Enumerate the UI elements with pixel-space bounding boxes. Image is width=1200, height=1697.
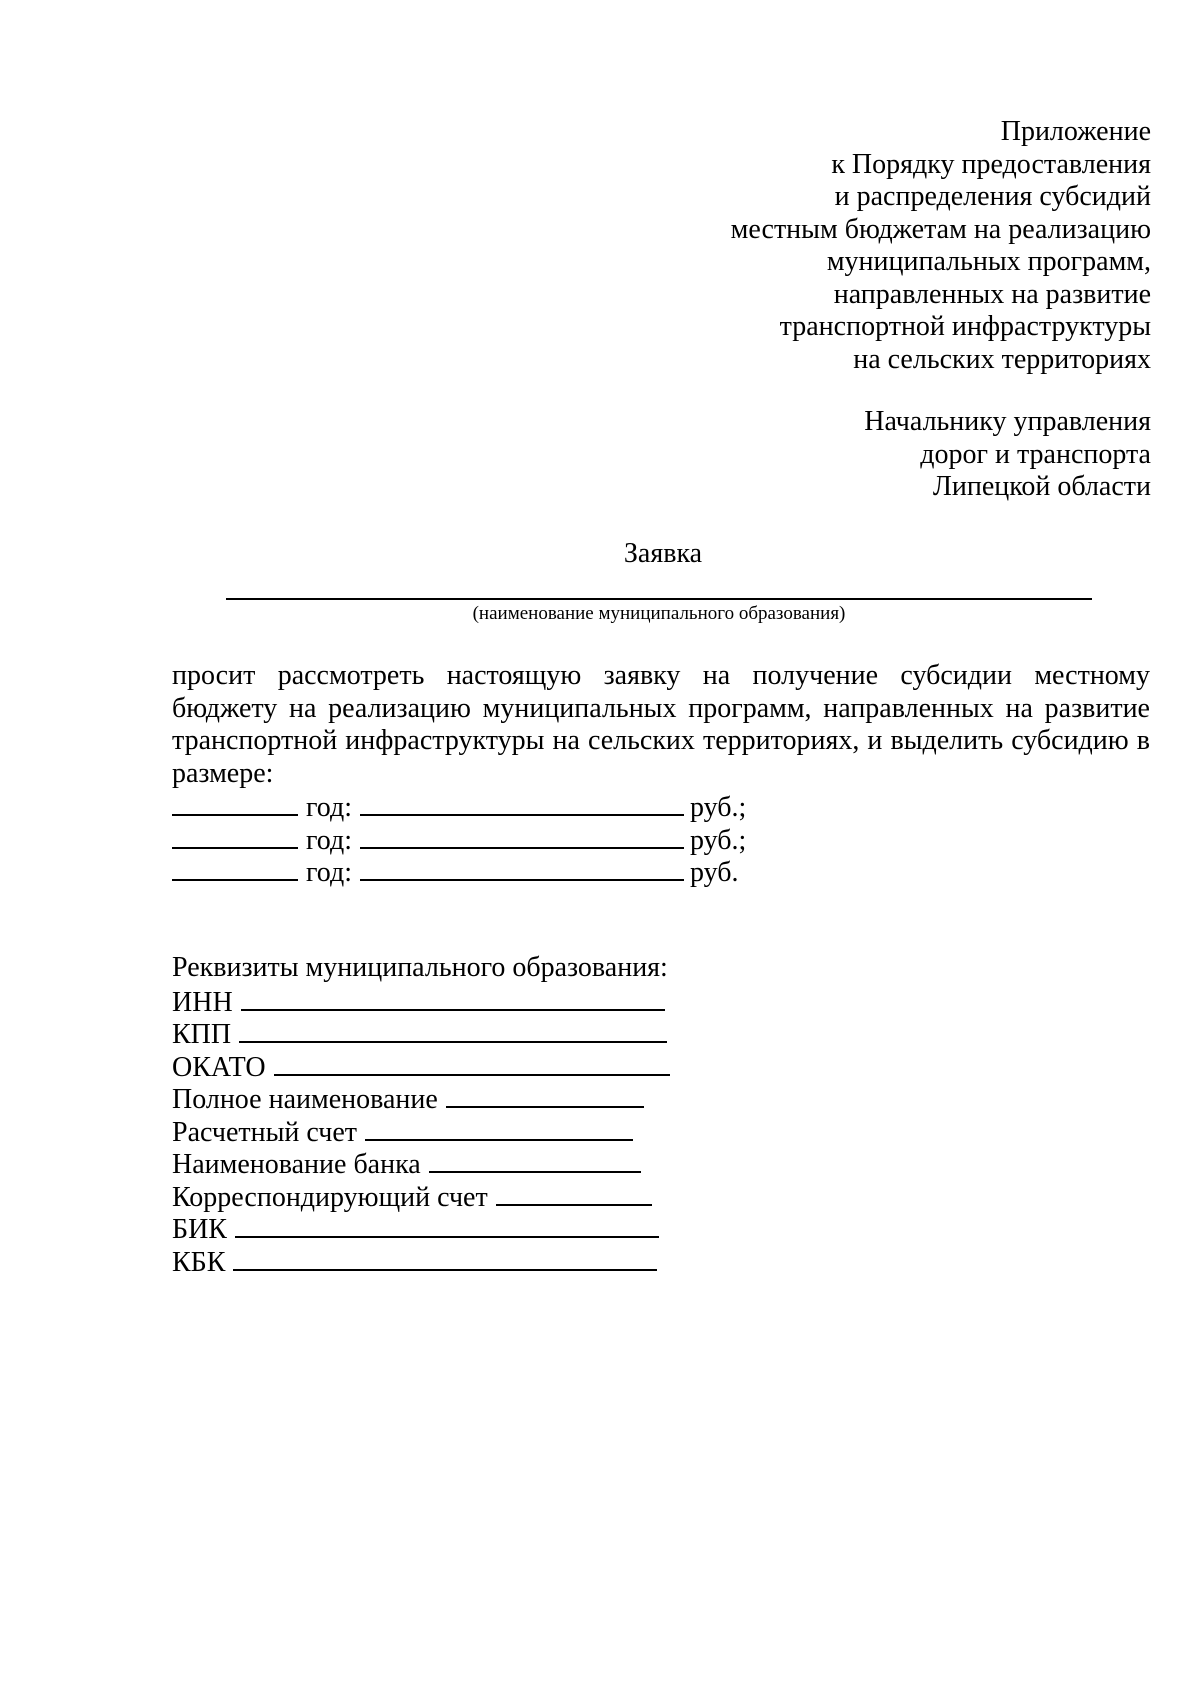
requisite-row-account — [172, 1115, 972, 1148]
appendix-line: Приложение — [1000, 116, 1151, 147]
currency-label: руб. — [690, 857, 739, 888]
year-blank — [172, 790, 298, 816]
year-blank — [172, 855, 298, 881]
municipality-name-blank — [226, 598, 1092, 600]
addressee-block — [631, 406, 1151, 504]
requisite-blank — [429, 1147, 641, 1173]
requisite-row-full-name — [172, 1082, 972, 1115]
requisite-blank — [365, 1115, 633, 1141]
year-label: год: — [306, 824, 353, 856]
subsidy-year-row — [172, 790, 972, 823]
addressee-line: Начальнику управления — [864, 406, 1151, 437]
requisite-blank — [239, 1017, 667, 1043]
year-label: год: — [306, 792, 353, 823]
requisite-row-bank — [172, 1147, 972, 1180]
requisite-label: ОКАТО — [172, 1051, 266, 1083]
requisites-heading: Реквизиты муниципального образования: — [172, 952, 668, 983]
currency-label: руб.; — [690, 792, 747, 823]
request-paragraph: просит рассмотреть настоящую заявку на получение субсидии местному бюджету на реализацию муниципальных программ, направленных на развитие транспортной инфраструктуры на сельских территориях, и выделить субсидию в размере: — [172, 660, 1150, 789]
year-blank — [172, 823, 298, 849]
currency-label: руб.; — [690, 824, 747, 856]
appendix-line: муниципальных программ, — [826, 246, 1151, 277]
appendix-line: на сельских территориях — [853, 343, 1151, 375]
requisite-label: Полное наименование — [172, 1084, 438, 1115]
requisite-blank — [241, 985, 665, 1011]
requisite-blank — [274, 1050, 670, 1076]
amount-blank — [360, 855, 684, 881]
requisite-row-kpp — [172, 1017, 972, 1050]
subsidy-year-row — [172, 823, 972, 856]
addressee-line: дорог и транспорта — [920, 438, 1151, 470]
subsidy-year-row — [172, 855, 972, 888]
appendix-line: транспортной инфраструктуры — [779, 311, 1151, 342]
appendix-line: и распределения субсидий — [834, 181, 1151, 212]
requisite-row-bik — [172, 1212, 972, 1245]
requisite-blank — [235, 1212, 659, 1238]
requisite-row-okato — [172, 1050, 972, 1083]
appendix-block — [631, 116, 1151, 376]
document-title: Заявка — [623, 538, 703, 569]
requisite-row-inn — [172, 985, 972, 1018]
requisite-row-corr-account — [172, 1180, 972, 1213]
requisite-label: Расчетный счет — [172, 1116, 358, 1148]
requisites-block — [172, 952, 972, 1277]
appendix-line: к Порядку предоставления — [831, 148, 1151, 180]
requisite-blank — [496, 1180, 652, 1206]
appendix-line: направленных на развитие — [833, 278, 1151, 310]
subsidy-years — [172, 790, 972, 888]
requisite-label: КПП — [172, 1019, 232, 1050]
appendix-line: местным бюджетам на реализацию — [730, 213, 1151, 245]
requisite-label: ИНН — [172, 986, 233, 1018]
requisite-label: Наименование банка — [172, 1149, 421, 1180]
requisite-row-kbk — [172, 1245, 972, 1278]
requisite-label: БИК — [172, 1214, 227, 1245]
requisite-blank — [233, 1245, 657, 1271]
requisite-blank — [446, 1082, 644, 1108]
requisite-label: Корреспондирующий счет — [172, 1181, 488, 1213]
year-label: год: — [306, 857, 353, 888]
amount-blank — [360, 823, 684, 849]
requisite-label: КБК — [172, 1246, 226, 1278]
amount-blank — [360, 790, 684, 816]
addressee-line: Липецкой области — [932, 471, 1151, 502]
municipality-name-caption: (наименование муниципального образования) — [472, 603, 846, 624]
